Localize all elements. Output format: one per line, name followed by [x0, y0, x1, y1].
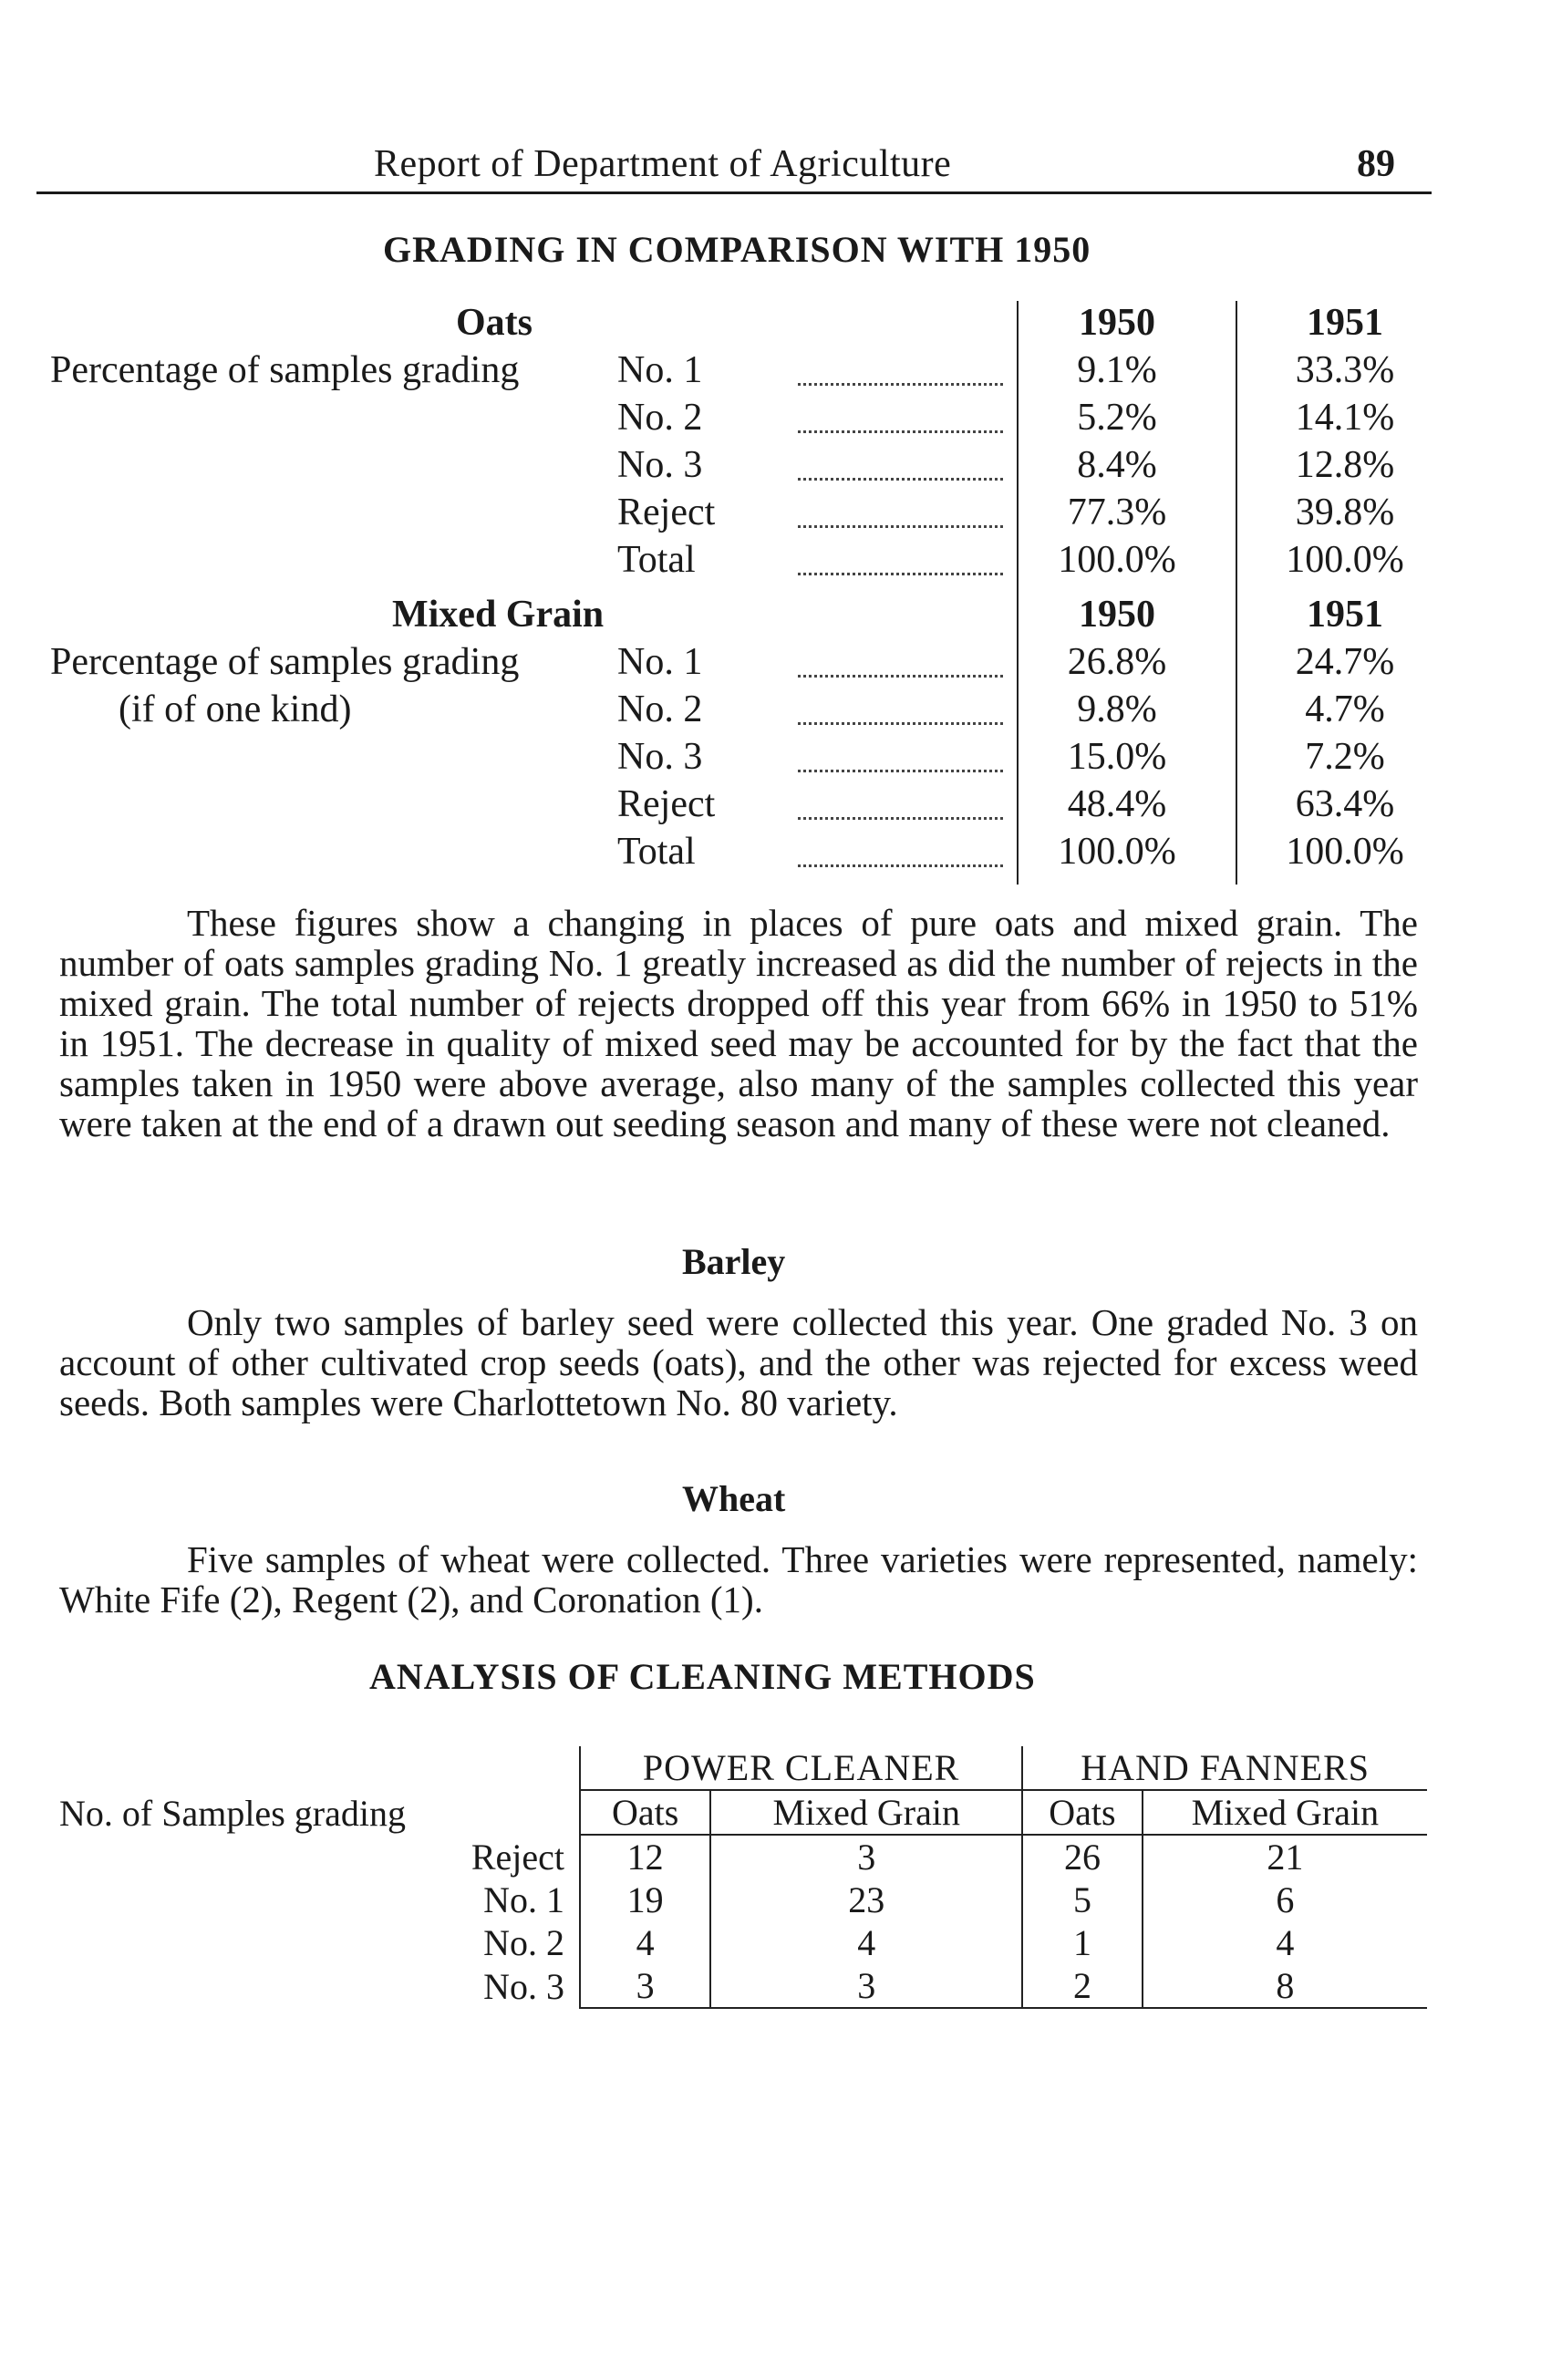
cell-value: 6 [1143, 1878, 1427, 1921]
cell-value: 26 [1022, 1835, 1142, 1878]
mixed-value-1950: 9.8% [1077, 688, 1157, 730]
page-number: 89 [1357, 143, 1395, 185]
oats-value-1951: 12.8% [1295, 444, 1395, 486]
oats-row [50, 396, 1418, 443]
row-label: No. 3 [483, 1966, 564, 2007]
cell-value: 5 [1022, 1878, 1142, 1921]
oats-value-1950: 77.3% [1067, 492, 1167, 533]
oats-row [50, 443, 1418, 491]
oats-row-label: Total [617, 539, 696, 581]
cell-value: 12 [580, 1835, 710, 1878]
mixed-value-1951: 63.4% [1295, 783, 1395, 825]
oats-row-label: No. 2 [617, 397, 703, 439]
oats-prefix: Percentage of samples grading [50, 349, 520, 391]
mixed-row [50, 735, 1418, 782]
row-label: Reject [471, 1837, 564, 1878]
cell-value: 19 [580, 1878, 710, 1921]
oats-row [50, 348, 1418, 396]
oats-value-1950: 9.1% [1077, 349, 1157, 391]
cell-value: 3 [580, 1964, 710, 2008]
wheat-paragraph [59, 1539, 1418, 1619]
mixed-row-label: Reject [617, 783, 716, 825]
oats-value-1950: 5.2% [1077, 397, 1157, 439]
cell-value: 2 [1022, 1964, 1142, 2008]
mixed-value-1950: 48.4% [1067, 783, 1167, 825]
mixed-note: (if of one kind) [119, 688, 352, 730]
grading-heading: GRADING IN COMPARISON WITH 1950 [383, 229, 1091, 270]
cell-value: 3 [710, 1835, 1022, 1878]
leader-dots [798, 673, 1003, 678]
power-cleaner-header: POWER CLEANER [580, 1746, 1022, 1790]
cleaning-methods-table [50, 1746, 1427, 2009]
subcol-oats: Oats [580, 1790, 710, 1835]
cell-value: 4 [1143, 1921, 1427, 1964]
cell-value: 3 [710, 1964, 1022, 2008]
oats-value-1950: 100.0% [1058, 539, 1176, 581]
mixed-row [50, 830, 1418, 877]
wheat-text: Five samples of wheat were collected. Three varieties were represented, namely: White Fife (2), Regent (2), and Coronation (1). [59, 1538, 1418, 1620]
mixed-grain-table [50, 593, 1418, 877]
mixed-header-row [50, 593, 1418, 640]
mixed-value-1951: 24.7% [1295, 641, 1395, 683]
mixed-value-1950: 26.8% [1067, 641, 1167, 683]
leader-dots [798, 863, 1003, 867]
table-row [50, 1964, 1427, 2008]
oats-row [50, 491, 1418, 538]
running-head-title: Report of Department of Agriculture [374, 143, 952, 185]
oats-row-label: Reject [617, 492, 716, 533]
oats-value-1951: 100.0% [1286, 539, 1404, 581]
leader-dots [798, 720, 1003, 725]
oats-value-1951: 14.1% [1295, 397, 1395, 439]
subcol-oats: Oats [1022, 1790, 1142, 1835]
row-header: No. of Samples grading [59, 1793, 406, 1834]
mixed-title: Mixed Grain [392, 594, 605, 636]
oats-year-1951: 1951 [1307, 302, 1383, 344]
mixed-row [50, 640, 1418, 688]
cell-value: 8 [1143, 1964, 1427, 2008]
figures-paragraph [59, 903, 1418, 1143]
oats-value-1950: 8.4% [1077, 444, 1157, 486]
mixed-row-label: No. 3 [617, 736, 703, 778]
oats-row-label: No. 3 [617, 444, 703, 486]
mixed-row [50, 782, 1418, 830]
barley-text: Only two samples of barley seed were collected this year. One graded No. 3 on account of other cultivated crop seeds (oats), and the other was rejected for excess weed seeds. Both samples were Charlottetown No. 80 variety. [59, 1301, 1418, 1423]
mixed-value-1950: 100.0% [1058, 831, 1176, 873]
table-row [50, 1835, 1427, 1878]
leader-dots [798, 381, 1003, 386]
subcol-mixed-grain: Mixed Grain [1143, 1790, 1427, 1835]
leader-dots [798, 429, 1003, 433]
mixed-value-1951: 7.2% [1305, 736, 1385, 778]
leader-dots [798, 523, 1003, 528]
leader-dots [798, 476, 1003, 481]
running-head [36, 137, 1432, 194]
mixed-value-1951: 100.0% [1286, 831, 1404, 873]
barley-paragraph [59, 1302, 1418, 1423]
figures-text: These figures show a changing in places of pure oats and mixed grain. The number of oats samples grading No. 1 greatly increased as did the number of rejects in the mixed grain. The total number of rejects dropped off this year from 66% in 1950 to 51% in 1951. The decrease in quality of mixed seed may be accounted for by the fact that the samples taken in 1950 were above average, also many of the samples collected this year were taken at the end of a drawn out seeding season and many of these were not cleaned. [59, 902, 1418, 1144]
oats-value-1951: 33.3% [1295, 349, 1395, 391]
oats-row [50, 538, 1418, 585]
subcol-mixed-grain: Mixed Grain [710, 1790, 1022, 1835]
oats-value-1951: 39.8% [1295, 492, 1395, 533]
leader-dots [798, 768, 1003, 772]
oats-header-row [50, 301, 1418, 348]
mixed-year-1950: 1950 [1079, 594, 1155, 636]
cell-value: 4 [580, 1921, 710, 1964]
mixed-value-1951: 4.7% [1305, 688, 1385, 730]
group-header-row [50, 1746, 1427, 1790]
oats-row-label: No. 1 [617, 349, 703, 391]
analysis-heading: ANALYSIS OF CLEANING METHODS [369, 1656, 1036, 1697]
leader-dots [798, 571, 1003, 575]
mixed-row-label: No. 1 [617, 641, 703, 683]
oats-title: Oats [456, 302, 533, 344]
row-label: No. 1 [483, 1879, 564, 1920]
hand-fanners-header: HAND FANNERS [1022, 1746, 1427, 1790]
wheat-heading: Wheat [682, 1478, 786, 1519]
mixed-row [50, 688, 1418, 735]
mixed-prefix: Percentage of samples grading [50, 641, 520, 683]
mixed-year-1951: 1951 [1307, 594, 1383, 636]
oats-year-1950: 1950 [1079, 302, 1155, 344]
subcolumn-header-row [50, 1790, 1427, 1835]
mixed-value-1950: 15.0% [1067, 736, 1167, 778]
oats-table [50, 301, 1418, 585]
barley-heading: Barley [682, 1241, 786, 1282]
mixed-row-label: No. 2 [617, 688, 703, 730]
table-row [50, 1921, 1427, 1964]
cell-value: 1 [1022, 1921, 1142, 1964]
cell-value: 21 [1143, 1835, 1427, 1878]
table-row [50, 1878, 1427, 1921]
cell-value: 23 [710, 1878, 1022, 1921]
mixed-row-label: Total [617, 831, 696, 873]
row-label: No. 2 [483, 1922, 564, 1963]
cell-value: 4 [710, 1921, 1022, 1964]
leader-dots [798, 815, 1003, 820]
